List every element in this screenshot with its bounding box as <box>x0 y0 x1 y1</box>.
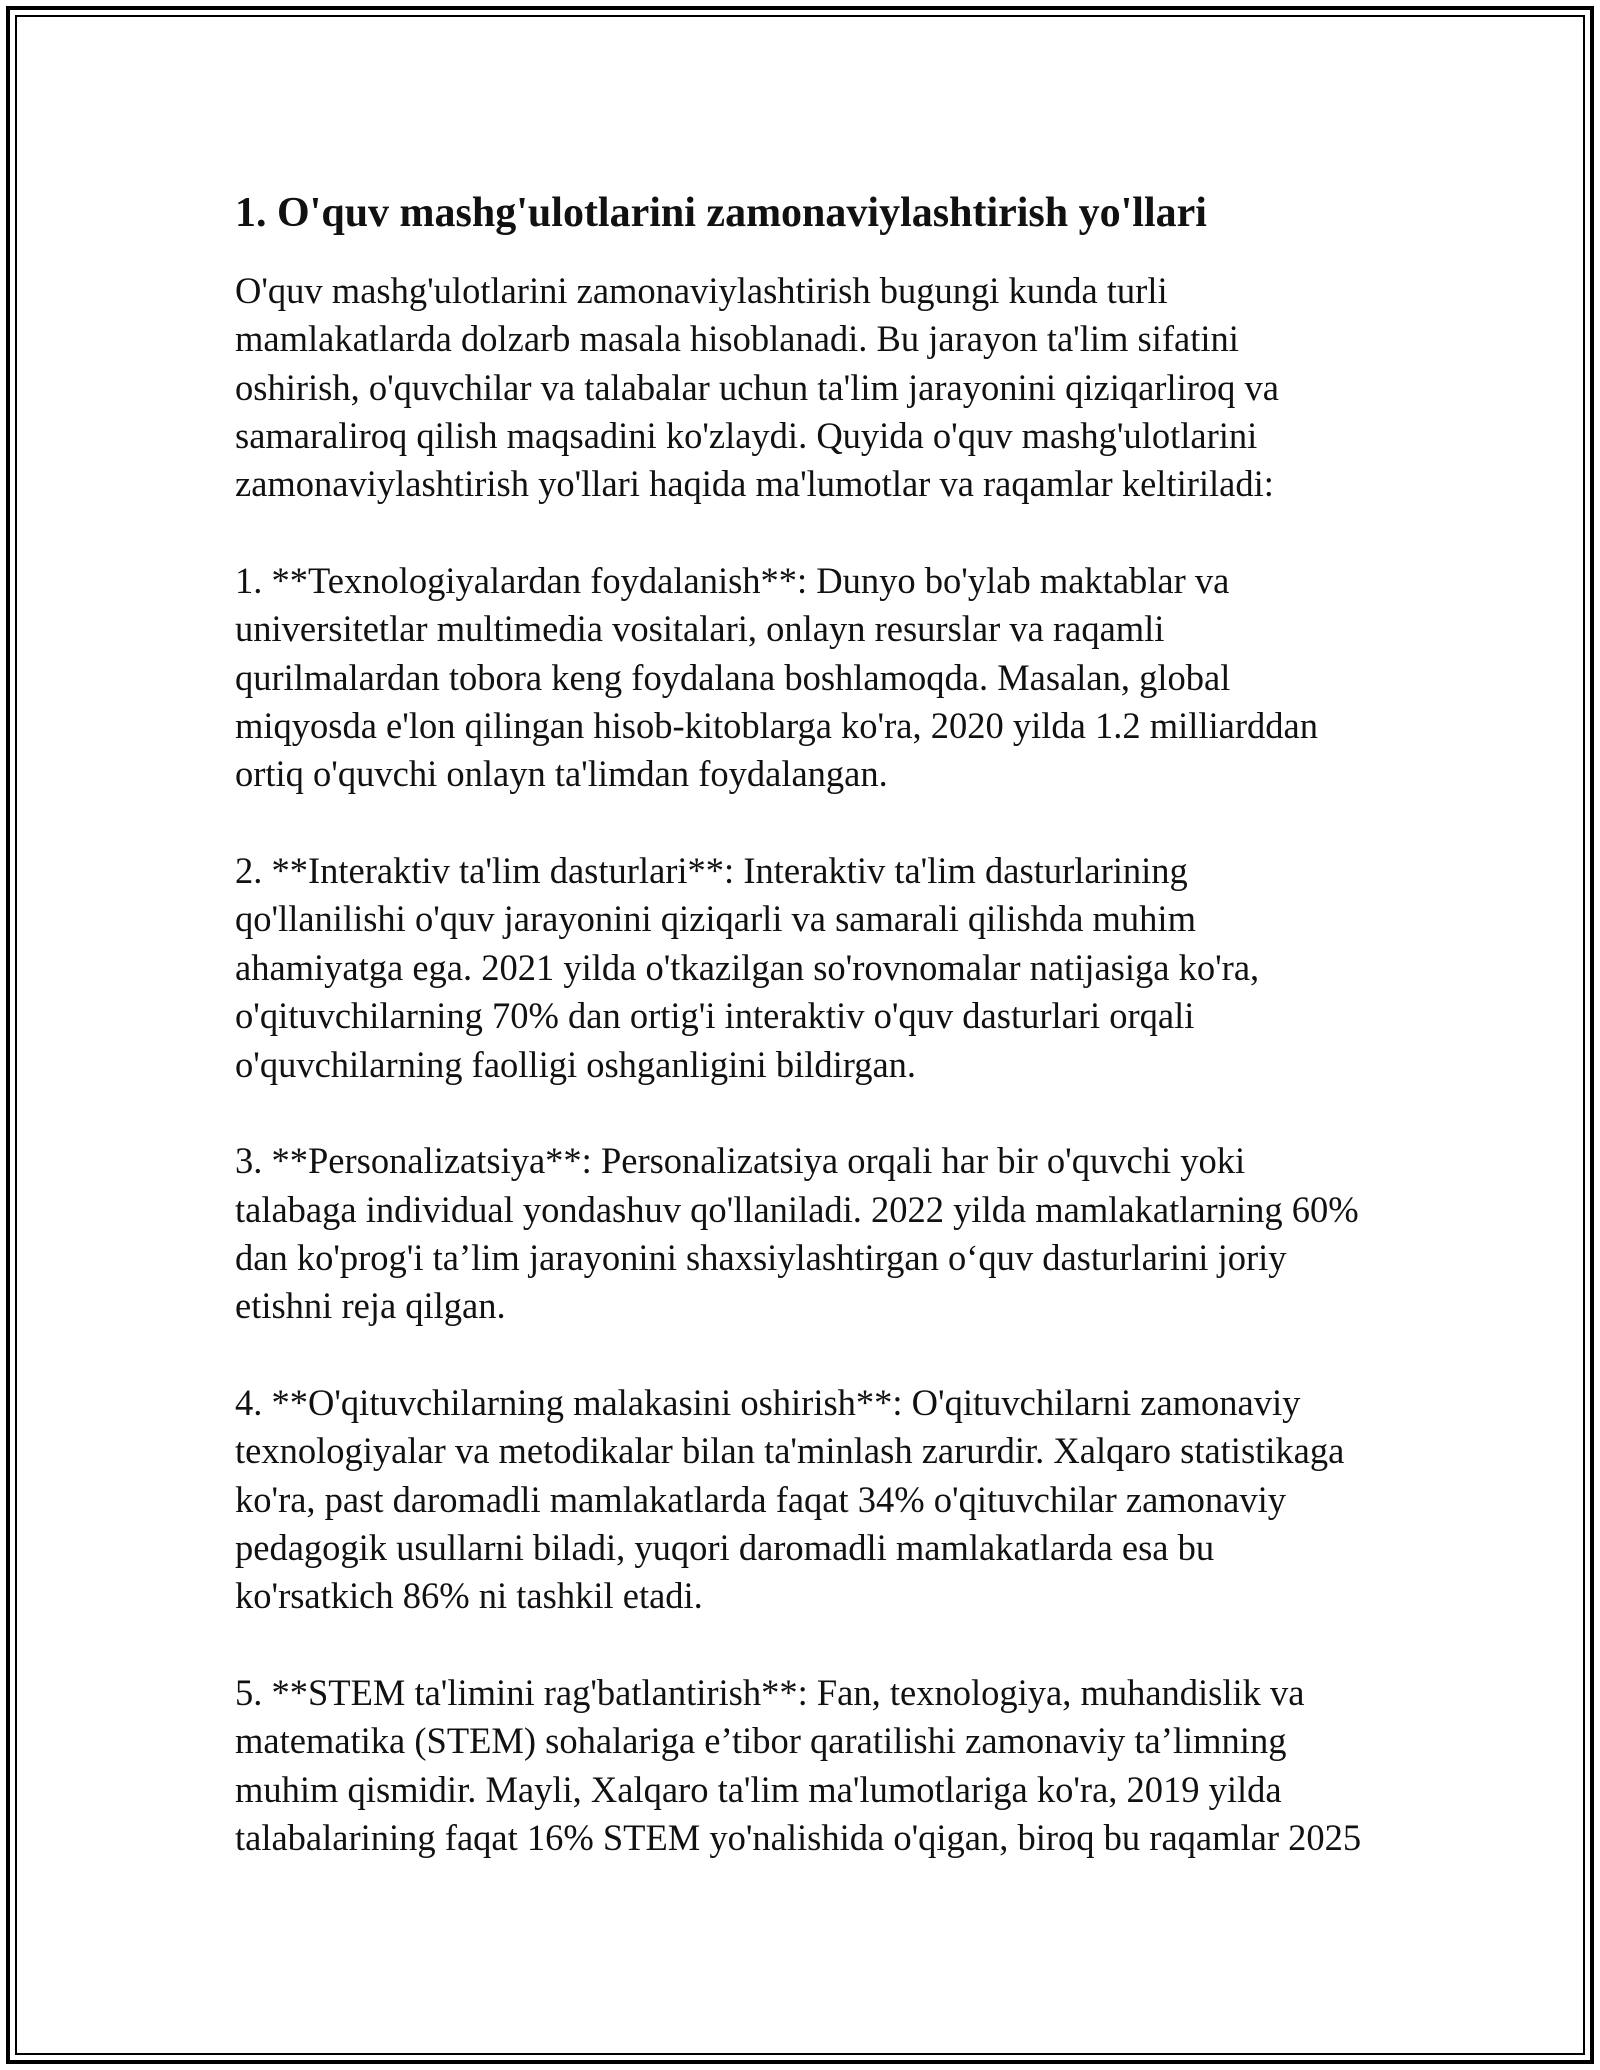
paragraph-line: qurilmalardan tobora keng foydalana boshlamoqda. Masalan, global <box>235 656 1231 698</box>
paragraph-line: universitetlar multimedia vositalari, onlayn resurslar va raqamli <box>235 608 1165 650</box>
section-heading: 1. O'quv mashg'ulotlarini zamonaviylashtirish yo'llari <box>235 190 1207 236</box>
paragraph-line: O'quv mashg'ulotlarini zamonaviylashtirish bugungi kunda turli <box>235 270 1168 311</box>
paragraph-line: talabalarining faqat 16% STEM yo'nalishida o'qigan, biroq bu raqamlar 2025 <box>235 1817 1362 1858</box>
paragraph-line: 4. **O'qituvchilarning malakasini oshirish**: O'qituvchilarni zamonaviy <box>235 1381 1301 1423</box>
paragraph-line: oshirish, o'quvchilar va talabalar uchun ta'lim jarayonini qiziqarliroq va <box>235 366 1279 408</box>
paragraph-line: pedagogik usullarni biladi, yuqori daromadli mamlakatlarda esa bu <box>235 1526 1215 1568</box>
paragraph-line: 3. **Personalizatsiya**: Personalizatsiya orqali har bir o'quvchi yoki <box>235 1140 1246 1182</box>
paragraph-line: 1. **Texnologiyalardan foydalanish**: Dunyo bo'ylab maktablar va <box>235 560 1230 602</box>
paragraph-line: talabaga individual yondashuv qo'llaniladi. 2022 yilda mamlakatlarning 60% <box>235 1188 1359 1230</box>
paragraph <box>235 267 1361 509</box>
paragraph-line: dan ko'prog'i ta’lim jarayonini shaxsiylashtirgan o‘quv dasturlarini joriy <box>235 1236 1287 1278</box>
paragraph <box>235 557 1361 799</box>
paragraph-line: qo'llanilishi o'quv jarayonini qiziqarli va samarali qilishda muhim <box>235 898 1196 940</box>
paragraph-line: matematika (STEM) sohalariga e’tibor qaratilishi zamonaviy ta’limning <box>235 1720 1287 1762</box>
paragraph-line: ko'ra, past daromadli mamlakatlarda faqat 34% o'qituvchilar zamonaviy <box>235 1478 1286 1520</box>
paragraph-line: zamonaviylashtirish yo'llari haqida ma'lumotlar va raqamlar keltiriladi: <box>235 463 1274 505</box>
paragraph-line: etishni reja qilgan. <box>235 1285 506 1327</box>
paragraph-line: 2. **Interaktiv ta'lim dasturlari**: Interaktiv ta'lim dasturlarining <box>235 850 1188 892</box>
paragraph-line: texnologiyalar va metodikalar bilan ta'minlash zarurdir. Xalqaro statistikaga <box>235 1430 1345 1472</box>
document-body <box>235 267 1361 1862</box>
paragraph-line: miqyosda e'lon qilingan hisob-kitoblarga ko'ra, 2020 yilda 1.2 milliarddan <box>235 705 1318 747</box>
paragraph <box>235 1137 1361 1330</box>
paragraph <box>235 847 1361 1089</box>
paragraph-line: samaraliroq qilish maqsadini ko'zlaydi. Quyida o'quv mashg'ulotlarini <box>235 415 1258 457</box>
paragraph-line: o'qituvchilarning 70% dan ortig'i interaktiv o'quv dasturlari orqali <box>235 995 1195 1037</box>
paragraph <box>235 1669 1361 1862</box>
paragraph-line: 5. **STEM ta'limini rag'batlantirish**: Fan, texnologiya, muhandislik va <box>235 1671 1305 1713</box>
paragraph-line: muhim qismidir. Mayli, Xalqaro ta'lim ma'lumotlariga ko'ra, 2019 yilda <box>235 1768 1282 1810</box>
paragraph <box>235 1379 1361 1621</box>
paragraph-line: ortiq o'quvchi onlayn ta'limdan foydalangan. <box>235 753 888 795</box>
paragraph-line: ko'rsatkich 86% ni tashkil etadi. <box>235 1575 703 1617</box>
paragraph-line: o'quvchilarning faolligi oshganligini bildirgan. <box>235 1043 917 1085</box>
paragraph-line: mamlakatlarda dolzarb masala hisoblanadi. Bu jarayon ta'lim sifatini <box>235 318 1239 360</box>
paragraph-line: ahamiyatga ega. 2021 yilda o'tkazilgan so'rovnomalar natijasiga ko'ra, <box>235 946 1260 988</box>
